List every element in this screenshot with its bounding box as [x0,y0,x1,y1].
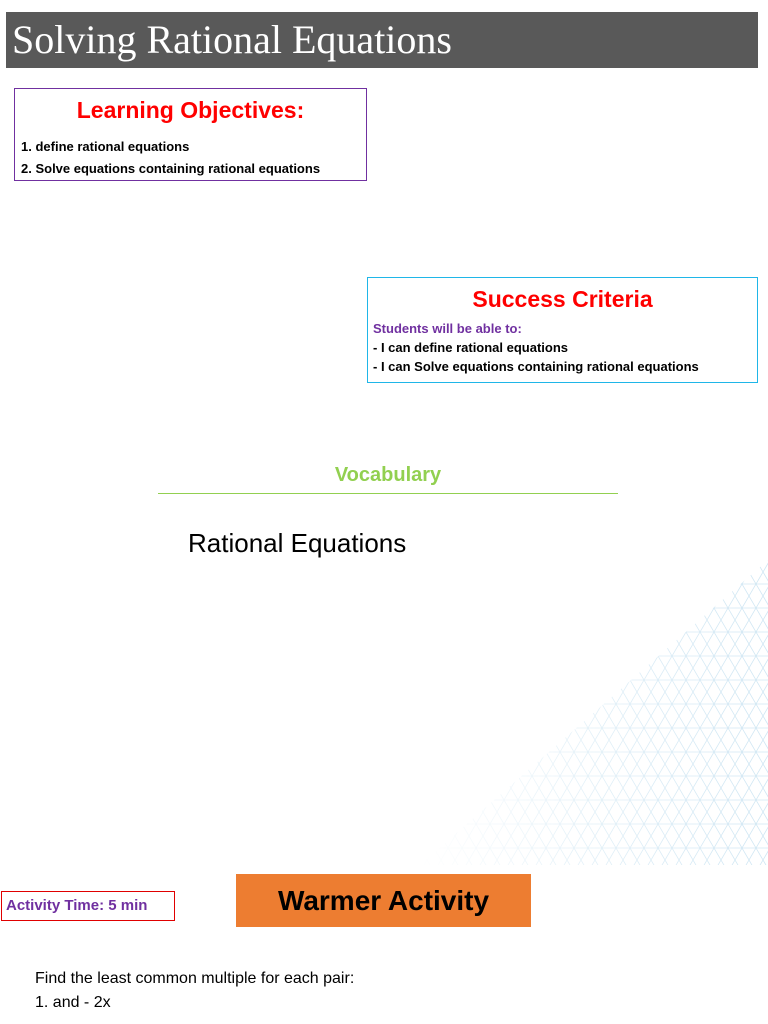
warmer-activity-banner: Warmer Activity [236,874,531,927]
learning-objectives-title: Learning Objectives: [76,97,305,123]
success-criteria-title: Success Criteria [472,286,653,312]
success-criteria-box [367,277,758,383]
criteria-item: - I can Solve equations containing rational equations [373,359,699,374]
page-title: Solving Rational Equations [6,12,758,68]
activity-item: 1. and - 2x [35,994,111,1011]
vocabulary-title: Vocabulary [334,464,442,486]
vocabulary-term: Rational Equations [188,528,407,558]
objective-item: 2. Solve equations containing rational equations [21,161,321,176]
learning-objectives-list [15,136,366,180]
activity-time-label: Activity Time: 5 min [1,891,175,921]
vocabulary-divider [158,493,618,494]
success-criteria-list [368,338,757,376]
activity-prompt: Find the least common multiple for each pair: [35,970,355,987]
criteria-item: - I can define rational equations [373,340,569,355]
objective-item: 1. define rational equations [21,139,190,154]
decorative-triangle-pattern [420,560,768,865]
success-criteria-lead: Students will be able to: [373,321,522,336]
learning-objectives-box [14,88,367,181]
